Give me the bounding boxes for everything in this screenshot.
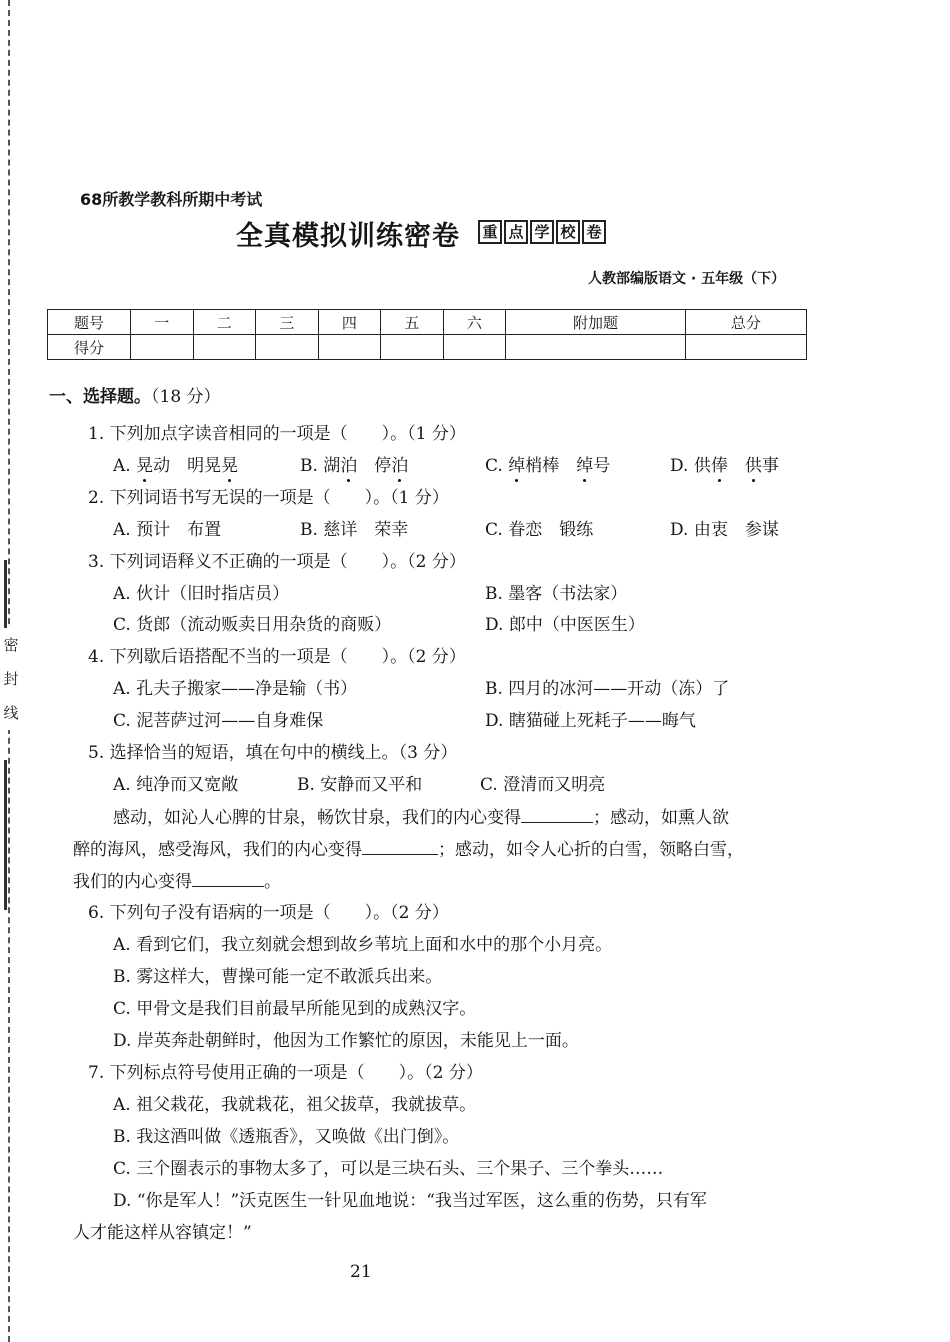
question-2-stem: 2. 下列词语书写无误的一项是（ ）。（1 分） — [88, 488, 449, 508]
score-header-cell: 一 — [131, 310, 194, 335]
question-5-option-b: B. 安静而又平和 — [297, 775, 423, 795]
badge-char: 点 — [504, 220, 528, 244]
question-2-option-b: B. 慈详 荣幸 — [300, 520, 409, 540]
key-school-badge — [478, 220, 606, 244]
dotted-char: 泊 — [340, 456, 358, 476]
question-2-option-d: D. 由衷 参谋 — [670, 520, 779, 540]
question-5-passage-line-3 — [73, 870, 281, 893]
section-title: 一、选择题。 — [49, 387, 151, 407]
question-7-option-b: B. 我这酒叫做《透瓶香》，又唤做《出门倒》。 — [113, 1127, 460, 1147]
option-text: 停 — [357, 456, 392, 476]
answer-blank-2[interactable] — [362, 838, 438, 855]
score-cell — [506, 335, 686, 360]
question-5-passage-line-2 — [73, 838, 744, 861]
section-heading — [49, 382, 221, 407]
score-header-cell: 总分 — [685, 310, 806, 335]
exam-source: 68所教学教科所期中考试 — [80, 190, 263, 209]
score-cell — [381, 335, 444, 360]
option-text — [728, 456, 745, 476]
score-table-header-row — [48, 310, 807, 335]
score-cell — [685, 335, 806, 360]
answer-blank-3[interactable] — [192, 870, 264, 887]
score-header-cell: 五 — [381, 310, 444, 335]
option-text: B. 湖 — [300, 456, 341, 476]
passage-text: 醉的海风，感受海风，我们的内心变得 — [73, 840, 362, 860]
question-3-option-b: B. 墨客（书法家） — [485, 584, 628, 604]
score-header-cell: 四 — [318, 310, 381, 335]
question-3-stem: 3. 下列词语释义不正确的一项是（ ）。（2 分） — [88, 552, 466, 572]
option-text: 动 明晃 — [153, 456, 222, 476]
answer-blank-1[interactable] — [521, 806, 593, 823]
passage-text: ；感动，如令人心折的白雪，领略白雪， — [438, 840, 744, 860]
question-7-option-a: A. 祖父栽花，我就栽花，祖父拔草，我就拔草。 — [113, 1095, 477, 1115]
question-6-option-b: B. 雾这样大，曹操可能一定不敢派兵出来。 — [113, 967, 443, 987]
score-header-cell: 三 — [256, 310, 319, 335]
question-3-option-a: A. 伙计（旧时指店员） — [113, 584, 290, 604]
question-3-option-c: C. 货郎（流动贩卖日用杂货的商贩） — [113, 615, 392, 635]
badge-char: 学 — [530, 220, 554, 244]
score-cell — [443, 335, 506, 360]
question-4-option-d: D. 瞎猫碰上死耗子——晦气 — [485, 711, 696, 731]
dotted-char: 晃 — [136, 456, 154, 476]
score-cell — [318, 335, 381, 360]
question-1-option-c — [485, 455, 610, 477]
dotted-char: 绰 — [508, 456, 526, 476]
badge-char: 校 — [556, 220, 580, 244]
question-1-option-b — [300, 455, 408, 477]
score-table — [47, 309, 807, 360]
option-text: D. 供 — [670, 456, 711, 476]
score-header-cell: 附加题 — [506, 310, 686, 335]
dotted-char: 俸 — [710, 456, 728, 476]
question-6-option-d: D. 岸英奔赴朝鲜时，他因为工作繁忙的原因，未能见上一面。 — [113, 1031, 579, 1051]
question-6-option-a: A. 看到它们，我立刻就会想到故乡苇坑上面和水中的那个小月亮。 — [113, 935, 613, 955]
binding-solid-mark-bottom — [4, 760, 7, 910]
score-row-label: 得分 — [48, 335, 131, 360]
question-2-option-c: C. 眷恋 锻练 — [485, 520, 594, 540]
dotted-char: 晃 — [221, 456, 239, 476]
dotted-char: 绰 — [576, 456, 594, 476]
section-points: （18 分） — [151, 387, 221, 407]
passage-text: 感动，如沁人心脾的甘泉，畅饮甘泉，我们的内心变得 — [113, 808, 521, 828]
option-prefix: A. — [113, 456, 137, 476]
score-header-cell: 题号 — [48, 310, 131, 335]
page-number: 21 — [350, 1262, 372, 1282]
question-7-stem: 7. 下列标点符号使用正确的一项是（ ）。（2 分） — [88, 1063, 483, 1083]
score-header-cell: 六 — [443, 310, 506, 335]
question-7-option-c: C. 三个圈表示的事物太多了，可以是三块石头、三个果子、三个拳头…… — [113, 1159, 664, 1179]
score-cell — [256, 335, 319, 360]
question-4-stem: 4. 下列歇后语搭配不当的一项是（ ）。（2 分） — [88, 647, 466, 667]
edition-label: 人教部编版语文 · 五年级（下） — [588, 271, 786, 287]
question-5-option-c: C. 澄清而又明亮 — [480, 775, 606, 795]
dotted-char: 泊 — [391, 456, 409, 476]
binding-label: 密 封 线 — [0, 628, 22, 730]
question-3-option-d: D. 郎中（中医医生） — [485, 615, 645, 635]
question-1-option-a — [113, 455, 238, 477]
page-title: 全真模拟训练密卷 — [236, 221, 460, 252]
option-text: 梢棒 — [525, 456, 577, 476]
question-4-option-c: C. 泥菩萨过河——自身难保 — [113, 711, 324, 731]
badge-char: 重 — [478, 220, 502, 244]
question-7-option-d-line-2: 人才能这样从容镇定！” — [73, 1223, 252, 1243]
passage-text: 。 — [264, 872, 281, 892]
question-5-stem: 5. 选择恰当的短语，填在句中的横线上。（3 分） — [88, 743, 458, 763]
score-table-score-row — [48, 335, 807, 360]
question-5-passage-line-1 — [113, 806, 729, 829]
passage-text: ；感动，如熏人欲 — [593, 808, 729, 828]
score-cell — [193, 335, 256, 360]
score-header-cell: 二 — [193, 310, 256, 335]
badge-char: 卷 — [582, 220, 606, 244]
question-4-option-a: A. 孔夫子搬家——净是输（书） — [113, 679, 358, 699]
question-1-stem: 1. 下列加点字读音相同的一项是（ ）。（1 分） — [88, 424, 466, 444]
dotted-char: 供 — [744, 456, 762, 476]
question-6-stem: 6. 下列句子没有语病的一项是（ ）。（2 分） — [88, 903, 449, 923]
option-prefix: C. — [485, 456, 509, 476]
passage-text: 我们的内心变得 — [73, 872, 192, 892]
question-7-option-d-line-1: D. “你是军人！”沃克医生一针见血地说：“我当过军医，这么重的伤势，只有军 — [113, 1191, 707, 1211]
question-5-option-a: A. 纯净而又宽敞 — [113, 775, 239, 795]
option-text: 事 — [761, 456, 779, 476]
question-6-option-c: C. 甲骨文是我们目前最早所能见到的成熟汉字。 — [113, 999, 477, 1019]
question-2-option-a: A. 预计 布置 — [113, 520, 222, 540]
score-cell — [131, 335, 194, 360]
question-4-option-b: B. 四月的冰河——开动（冻）了 — [485, 679, 730, 699]
question-1-option-d — [670, 455, 779, 477]
option-text: 号 — [593, 456, 611, 476]
binding-solid-mark-top — [4, 560, 7, 630]
